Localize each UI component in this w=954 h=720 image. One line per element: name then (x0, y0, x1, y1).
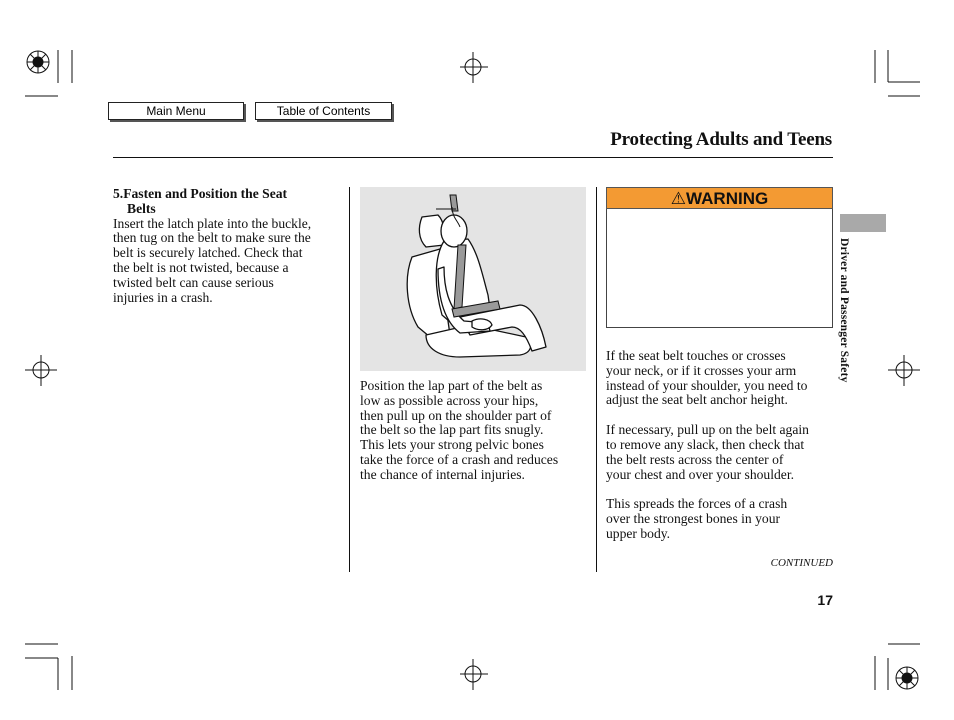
page-title: Protecting Adults and Teens (610, 129, 832, 150)
text-line: over the strongest bones in your (606, 511, 781, 527)
middle-column-text (360, 379, 592, 483)
text-line: the belt so the lap part fits snugly. (360, 422, 544, 438)
text-line: take the force of a crash and reduces (360, 451, 559, 467)
title-rule (113, 157, 833, 158)
warning-header (606, 187, 833, 209)
section-tab[interactable] (840, 214, 886, 232)
text-line: Position the lap part of the belt as (360, 378, 543, 393)
paragraph (606, 349, 838, 408)
text-line: If necessary, pull up on the belt again (606, 422, 809, 438)
paragraph (606, 497, 838, 541)
text-line: your neck, or if it crosses your arm (606, 362, 797, 378)
text-line: This lets your strong pelvic bones (360, 437, 544, 453)
step-line: then tug on the belt to make sure the (113, 230, 311, 246)
column-divider-right (596, 187, 597, 572)
right-column-text (606, 349, 838, 542)
step-line: twisted belt can cause serious (113, 274, 274, 290)
column-divider-left (349, 187, 350, 572)
step-line: belt is securely latched. Check that (113, 245, 303, 261)
warning-box (606, 209, 833, 328)
step-heading-continued: Belts (127, 200, 156, 216)
text-line: then pull up on the shoulder part of (360, 407, 552, 423)
section-label: Driver and Passenger Safety (838, 238, 850, 383)
seat-belt-illustration (360, 187, 586, 371)
text-line: adjust the seat belt anchor height. (606, 392, 788, 408)
step-line: the belt is not twisted, because a (113, 259, 289, 275)
left-column (113, 187, 343, 305)
text-line: This spreads the forces of a crash (606, 496, 788, 512)
main-menu-button[interactable]: Main Menu (108, 102, 244, 120)
continued-label: CONTINUED (770, 557, 833, 569)
step-heading: 5.Fasten and Position the Seat (113, 186, 288, 201)
text-line: upper body. (606, 525, 671, 541)
warning-label: WARNING (686, 189, 769, 208)
warning-triangle-icon: ⚠ (670, 189, 687, 208)
text-line: the chance of internal injuries. (360, 466, 525, 482)
text-line: to remove any slack, then check that (606, 436, 805, 452)
step-line: Insert the latch plate into the buckle, (113, 215, 312, 231)
text-line: instead of your shoulder, you need to (606, 377, 808, 393)
text-line: your chest and over your shoulder. (606, 466, 795, 482)
text-line: If the seat belt touches or crosses (606, 348, 786, 363)
page-number: 17 (817, 592, 833, 608)
table-of-contents-button[interactable]: Table of Contents (255, 102, 392, 120)
paragraph (606, 423, 838, 482)
step-line: injuries in a crash. (113, 289, 213, 305)
text-line: low as possible across your hips, (360, 392, 539, 408)
seated-person-drawing (360, 187, 586, 371)
text-line: the belt rests across the center of (606, 451, 784, 467)
